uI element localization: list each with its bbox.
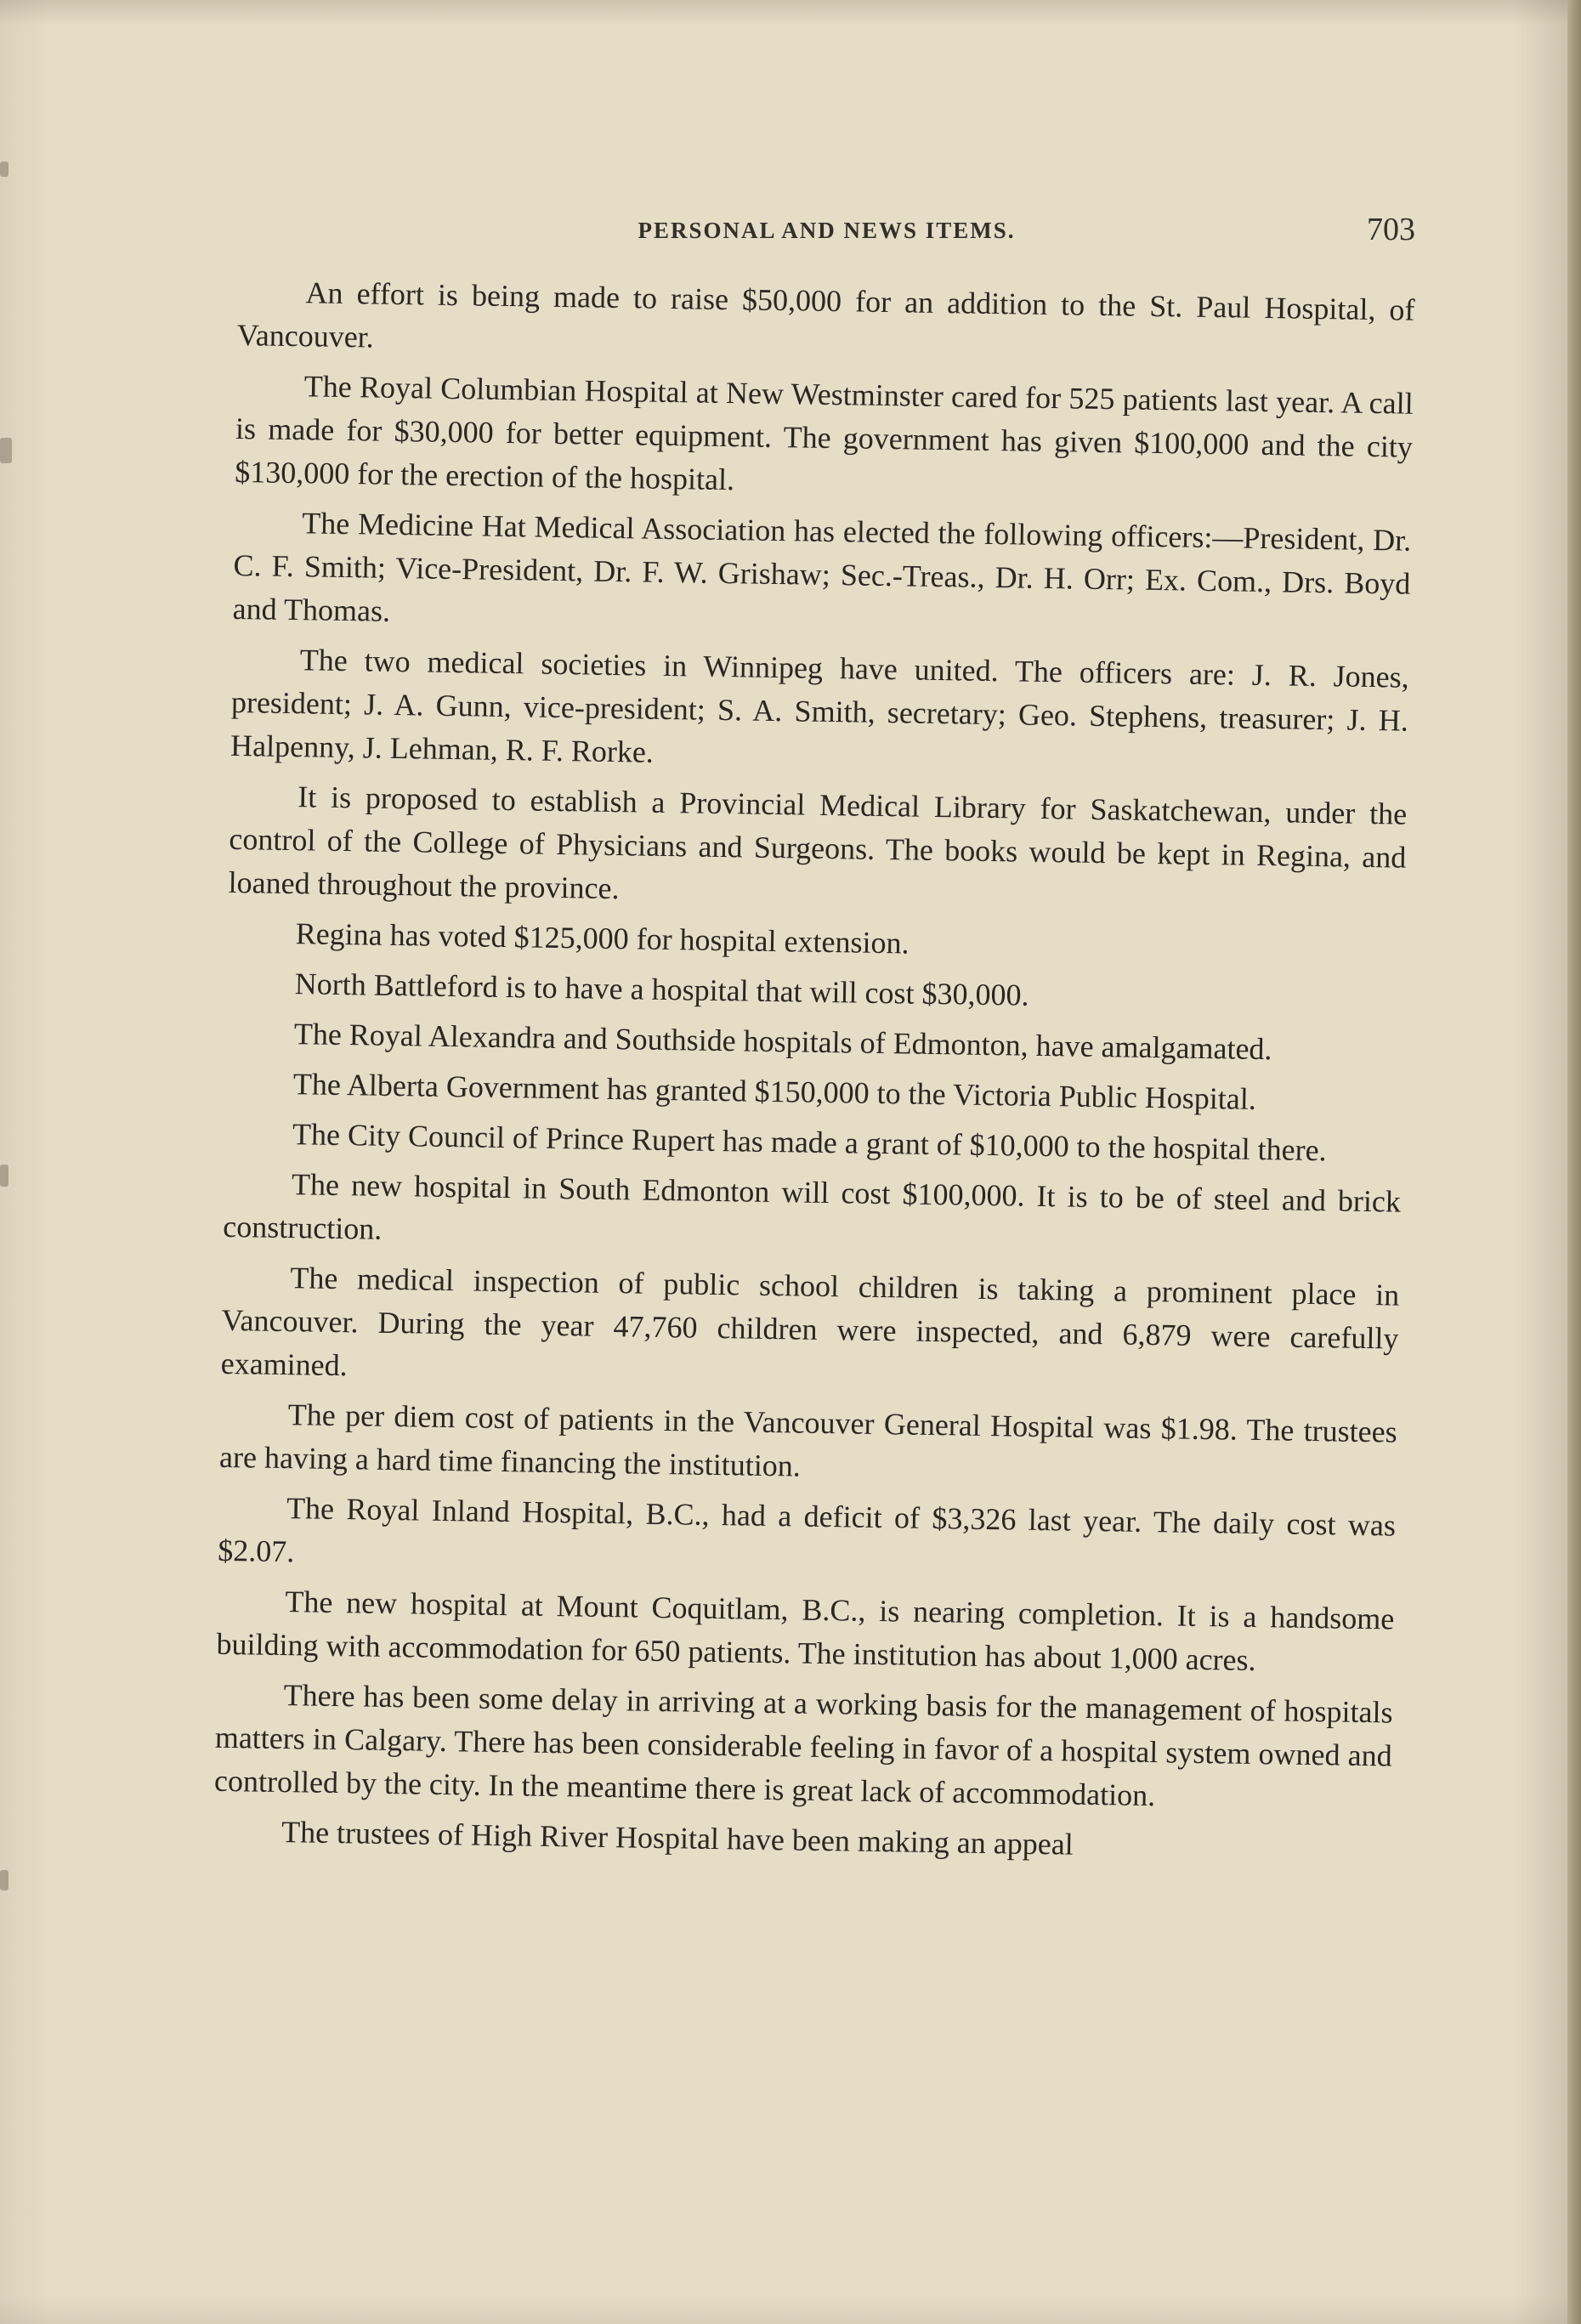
margin-blemish: [0, 1165, 8, 1187]
news-item-paragraph: The Royal Inland Hospital, B.C., had a deficit of $3,326 last year. The daily cost was $2.07.: [218, 1491, 1397, 1569]
margin-blemish: [0, 1870, 8, 1890]
news-item-paragraph: Regina has voted $125,000 for hospital extension.: [295, 916, 910, 961]
news-item-paragraph: The trustees of High River Hospital have been making an appeal: [280, 1815, 1074, 1862]
page-number: 703: [1367, 212, 1415, 247]
news-item-paragraph: North Battleford is to have a hospital that will cost $30,000.: [294, 966, 1029, 1012]
page-header: [238, 211, 1415, 262]
news-item-paragraph: The new hospital in South Edmonton will cost $100,000. It is to be of steel and brick construction.: [223, 1167, 1402, 1246]
news-item-paragraph: The Medicine Hat Medical Association has elected the following officers:—President, Dr. C. F. Smith; Vice-President, Dr. F. W. Grishaw; Sec.-Treas., Dr. H. Orr; Ex. Com., Drs. Boyd and Thomas.: [232, 506, 1412, 628]
news-item-paragraph: The two medical societies in Winnipeg have united. The officers are: J. R. Jones, president; J. A. Gunn, vice-president; S. A. Smith, secretary; Geo. Stephens, treasurer; J. H. Halpenny, J. Lehman, R. F. Rorke.: [230, 643, 1409, 769]
news-item-paragraph: The Royal Alexandra and Southside hospitals of Edmonton, have amalgamated.: [293, 1017, 1272, 1067]
news-item-paragraph: The City Council of Prince Rupert has made a grant of $10,000 to the hospital there.: [292, 1117, 1327, 1168]
article-body: [213, 270, 1415, 1879]
page-edge-shadow: [1567, 0, 1581, 2324]
news-item-paragraph: There has been some delay in arriving at a working basis for the management of hospitals matters in Calgary. There has been considerable feeling in favor of a hospital system owned and controlled by the city. In the meantime there is great lack of accommodation.: [213, 1678, 1393, 1813]
running-head: PERSONAL AND NEWS ITEMS.: [638, 218, 1016, 243]
news-item-paragraph: It is proposed to establish a Provincial Medical Library for Saskatchewan, under the control of the College of Physicians and Surgeons. The books would be kept in Regina, and loaned throughout the province.: [228, 779, 1408, 906]
news-item-paragraph: The medical inspection of public school children is taking a prominent place in Vancouver. During the year 47,760 children were inspected, and 6,879 were carefully examined.: [220, 1261, 1400, 1383]
news-item-paragraph: The per diem cost of patients in the Vancouver General Hospital was $1.98. The trustees are having a hard time financing the institution.: [218, 1397, 1398, 1483]
margin-blemish: [0, 162, 8, 177]
news-item-paragraph: The new hospital at Mount Coquitlam, B.C., is nearing completion. It is a handsome building with accommodation for 650 patients. The institution has about 1,000 acres.: [216, 1584, 1395, 1678]
news-item-paragraph: The Alberta Government has granted $150,000 to the Victoria Public Hospital.: [292, 1067, 1257, 1116]
margin-blemish: [0, 438, 12, 463]
news-item-paragraph: An effort is being made to raise $50,000 for an addition to the St. Paul Hospital, of Vancouver.: [236, 275, 1415, 354]
news-item-paragraph: The Royal Columbian Hospital at New Westminster cared for 525 patients last year. A call is made for $30,000 for better equipment. The government has given $100,000 and the city $130,000 for the erection of the hospital.: [234, 369, 1414, 497]
